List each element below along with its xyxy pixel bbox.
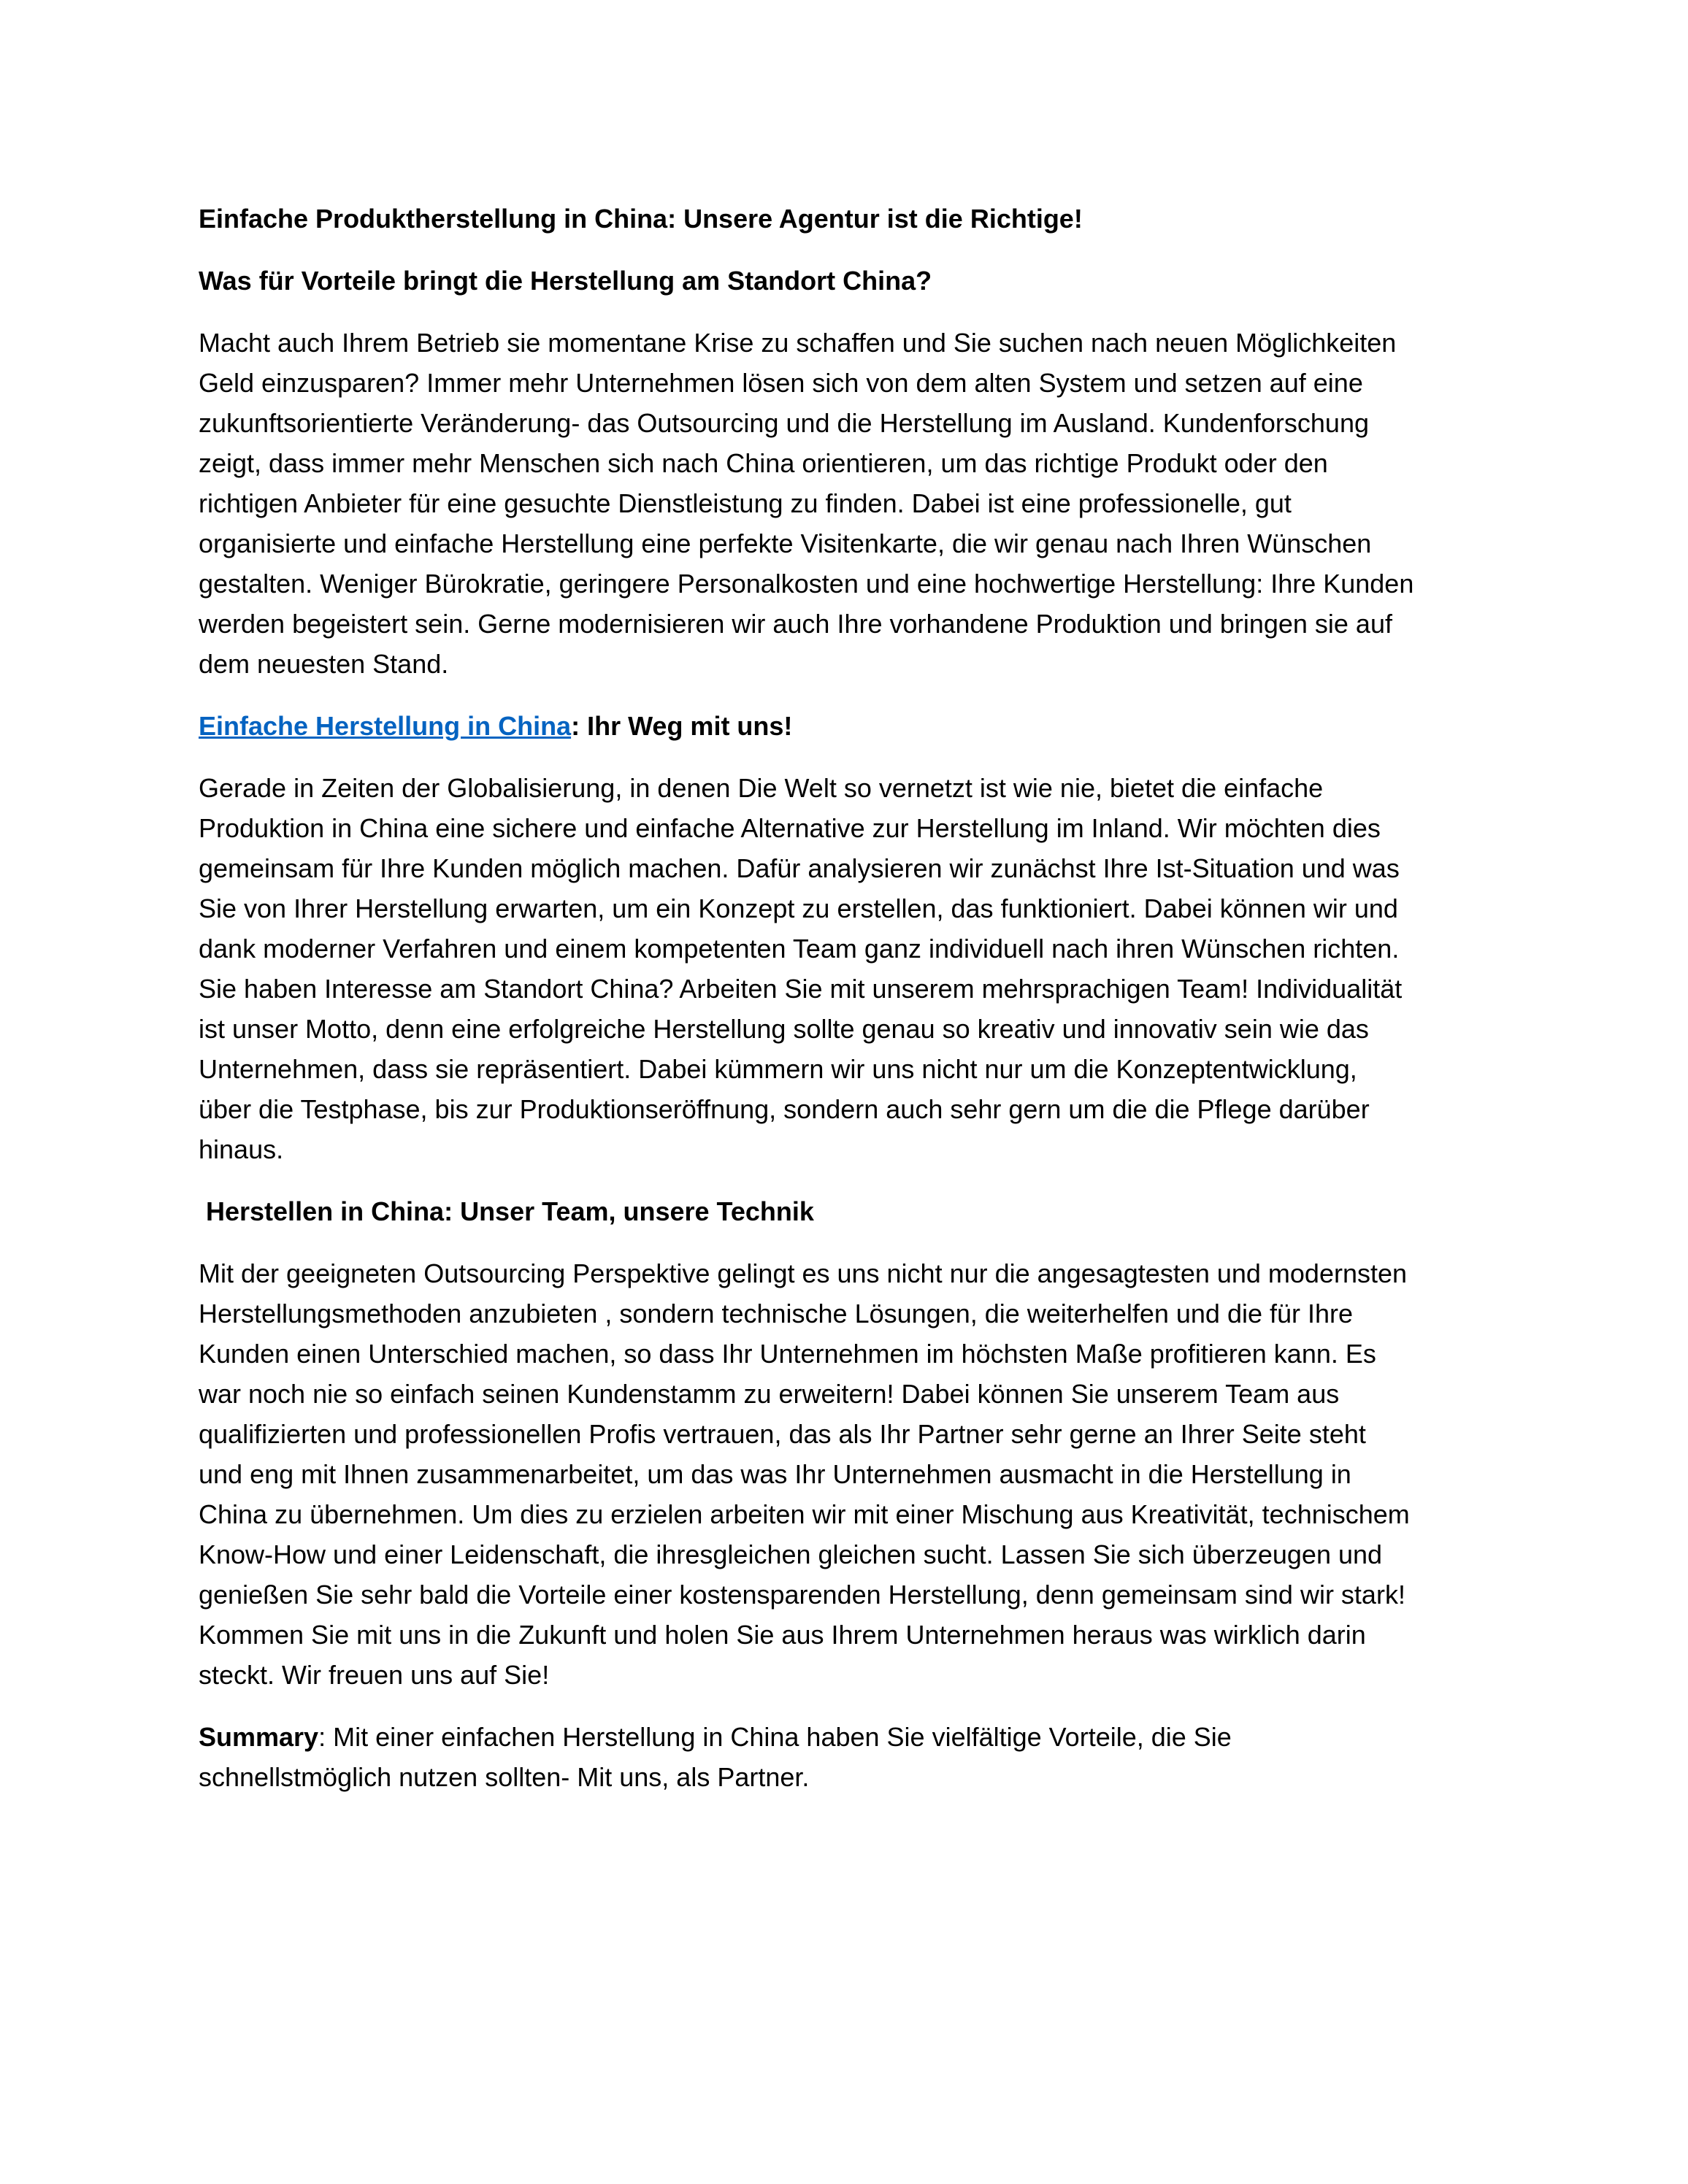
document-title: Einfache Produktherstellung in China: Unsere Agentur ist die Richtige! (199, 204, 1083, 234)
paragraph-line: Kunden einen Unterschied machen, so dass Ihr Unternehmen im höchsten Maße profitieren kann. Es (199, 1339, 1376, 1369)
paragraph-line: organisierte und einfache Herstellung eine perfekte Visitenkarte, die wir genau nach Ihren Wünschen (199, 528, 1372, 558)
paragraph-line: Herstellungsmethoden anzubieten , sondern technische Lösungen, die weiterhelfen und die für Ihre (199, 1299, 1354, 1329)
paragraph-line: zukunftsorientierte Veränderung- das Outsourcing und die Herstellung im Ausland. Kundenforschung (199, 408, 1369, 438)
paragraph-line: Gerade in Zeiten der Globalisierung, in denen Die Welt so vernetzt ist wie nie, bietet die einfache (199, 773, 1324, 803)
paragraph-line: Sie haben Interesse am Standort China? Arbeiten Sie mit unserem mehrsprachigen Team! Individualität (199, 974, 1403, 1004)
paragraph-line: zeigt, dass immer mehr Menschen sich nach China orientieren, um das richtige Produkt oder den (199, 448, 1328, 478)
paragraph-line: Know-How und einer Leidenschaft, die ihresgleichen gleichen sucht. Lassen Sie sich überzeugen und (199, 1539, 1383, 1569)
summary-label: Summary (199, 1722, 319, 1752)
section2-heading (199, 706, 1498, 746)
paragraph-line: gemeinsam für Ihre Kunden möglich machen. Dafür analysieren wir zunächst Ihre Ist-Situation und was (199, 853, 1400, 883)
paragraph-line: Macht auch Ihrem Betrieb sie momentane Krise zu schaffen und Sie suchen nach neuen Möglichkeiten (199, 328, 1397, 358)
paragraph-line: Sie von Ihrer Herstellung erwarten, um ein Konzept zu erstellen, das funktioniert. Dabei können wir und (199, 893, 1398, 923)
section1-heading: Was für Vorteile bringt die Herstellung am Standort China? (199, 266, 932, 296)
paragraph-line: dank moderner Verfahren und einem kompetenten Team ganz individuell nach ihren Wünschen richten. (199, 934, 1400, 964)
paragraph-line: steckt. Wir freuen uns auf Sie! (199, 1660, 550, 1690)
paragraph-line: hinaus. (199, 1134, 284, 1164)
paragraph-line: Produktion in China eine sichere und einfache Alternative zur Herstellung im Inland. Wir möchten dies (199, 813, 1381, 843)
paragraph-line: über die Testphase, bis zur Produktionseröffnung, sondern auch sehr gern um die die Pflege darüber (199, 1094, 1370, 1124)
document-page (199, 199, 1498, 1797)
summary-line (199, 1717, 1498, 1757)
section3-heading: Herstellen in China: Unser Team, unsere Technik (206, 1196, 814, 1226)
paragraph-line: dem neuesten Stand. (199, 649, 449, 679)
summary-line: schnellstmöglich nutzen sollten- Mit uns, als Partner. (199, 1762, 810, 1792)
section3-paragraph (199, 1253, 1498, 1695)
summary-paragraph (199, 1717, 1498, 1797)
paragraph-line: qualifizierten und professionellen Profis vertrauen, das als Ihr Partner sehr gerne an Ihrer Seite steht (199, 1419, 1366, 1449)
paragraph-line: Mit der geeigneten Outsourcing Perspektive gelingt es uns nicht nur die angesagtesten und modernsten (199, 1258, 1408, 1288)
summary-text: : Mit einer einfachen Herstellung in China haben Sie vielfältige Vorteile, die Sie (318, 1722, 1232, 1752)
paragraph-line: Geld einzusparen? Immer mehr Unternehmen lösen sich von dem alten System und setzen auf eine (199, 368, 1363, 398)
section1-paragraph (199, 323, 1498, 684)
paragraph-line: und eng mit Ihnen zusammenarbeitet, um das was Ihr Unternehmen ausmacht in die Herstellung in (199, 1459, 1351, 1489)
paragraph-line: China zu übernehmen. Um dies zu erzielen arbeiten wir mit einer Mischung aus Kreativität, technischem (199, 1499, 1410, 1529)
section2-paragraph (199, 768, 1498, 1169)
paragraph-line: ist unser Motto, denn eine erfolgreiche Herstellung sollte genau so kreativ und innovativ sein wie das (199, 1014, 1369, 1044)
paragraph-line: Unternehmen, dass sie repräsentiert. Dabei kümmern wir uns nicht nur um die Konzeptentwicklung, (199, 1054, 1357, 1084)
section2-heading-rest: : Ihr Weg mit uns! (571, 711, 793, 741)
paragraph-line: gestalten. Weniger Bürokratie, geringere Personalkosten und eine hochwertige Herstellung: Ihre Kunden (199, 569, 1414, 599)
paragraph-line: war noch nie so einfach seinen Kundenstamm zu erweitern! Dabei können Sie unserem Team aus (199, 1379, 1340, 1409)
paragraph-line: werden begeistert sein. Gerne modernisieren wir auch Ihre vorhandene Produktion und bringen sie auf (199, 609, 1392, 639)
herstellung-china-link[interactable]: Einfache Herstellung in China (199, 711, 572, 741)
paragraph-line: richtigen Anbieter für eine gesuchte Dienstleistung zu finden. Dabei ist eine professionelle, gut (199, 488, 1292, 518)
paragraph-line: genießen Sie sehr bald die Vorteile einer kostensparenden Herstellung, denn gemeinsam sind wir stark! (199, 1580, 1405, 1610)
paragraph-line: Kommen Sie mit uns in die Zukunft und holen Sie aus Ihrem Unternehmen heraus was wirklich darin (199, 1620, 1366, 1650)
